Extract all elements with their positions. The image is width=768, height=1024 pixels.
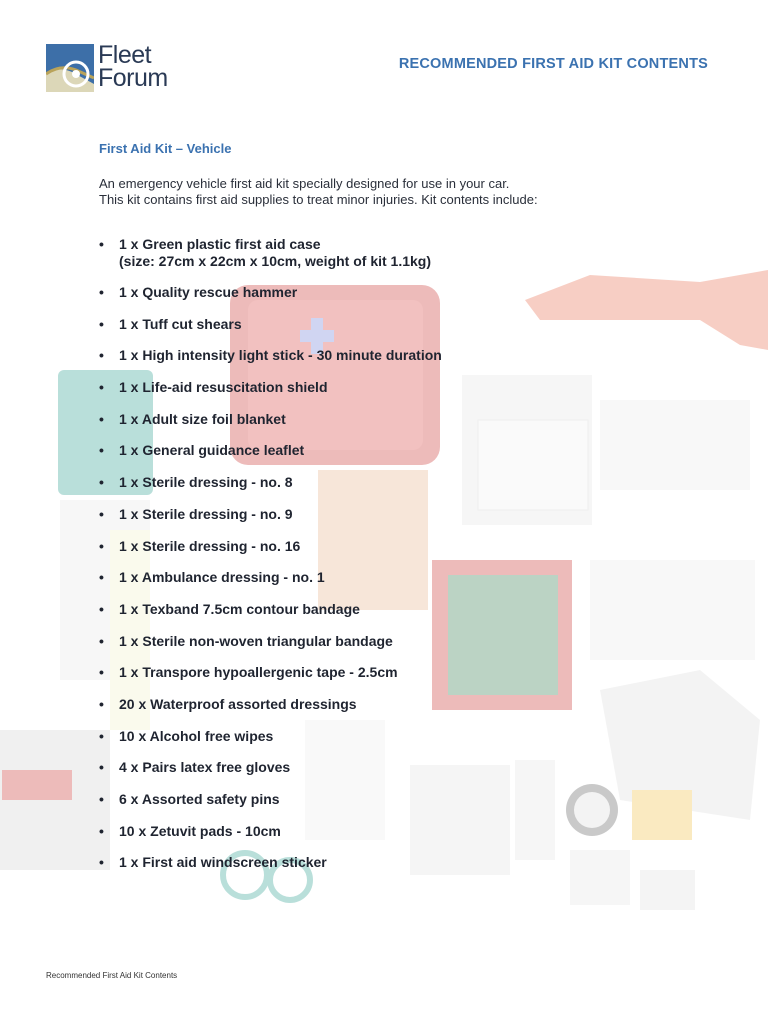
logo-line-2: Forum: [98, 64, 168, 92]
list-item: • 1 x Transpore hypoallergenic tape - 2.5cm: [99, 664, 442, 696]
page-footer: Recommended First Aid Kit Contents: [46, 971, 178, 980]
list-item: • 1 x High intensity light stick - 30 minute duration: [99, 347, 442, 379]
intro-line-2: This kit contains first aid supplies to treat minor injuries. Kit contents include:: [99, 192, 538, 207]
fleet-forum-logo: [46, 41, 196, 102]
list-item: • 1 x First aid windscreen sticker: [99, 854, 442, 886]
list-item-subtext: (size: 27cm x 22cm x 10cm, weight of kit 1.1kg): [119, 253, 432, 269]
intro-paragraph: [99, 176, 538, 208]
list-item: • 1 x Adult size foil blanket: [99, 411, 442, 443]
list-item: • 1 x Life-aid resuscitation shield: [99, 379, 442, 411]
list-item: • 1 x Sterile dressing - no. 8: [99, 474, 442, 506]
list-item: • 1 x Sterile dressing - no. 9: [99, 506, 442, 538]
list-item: • 1 x Quality rescue hammer: [99, 284, 442, 316]
list-item: • 1 x Texband 7.5cm contour bandage: [99, 601, 442, 633]
list-item: • 1 x Sterile dressing - no. 16: [99, 538, 442, 570]
list-item: • 1 x Ambulance dressing - no. 1: [99, 569, 442, 601]
list-item: • 4 x Pairs latex free gloves: [99, 759, 442, 791]
list-item: [99, 236, 442, 284]
intro-line-1: An emergency vehicle first aid kit specially designed for use in your car.: [99, 176, 510, 191]
page-title: RECOMMENDED FIRST AID KIT CONTENTS: [398, 56, 708, 72]
logo-text: [98, 41, 168, 92]
list-item: • 6 x Assorted safety pins: [99, 791, 442, 823]
list-item: • 1 x Tuff cut shears: [99, 316, 442, 348]
list-item: • 1 x General guidance leaflet: [99, 442, 442, 474]
list-item-text: 1 x Green plastic first aid case: [119, 236, 321, 252]
kit-contents-list: [99, 236, 442, 886]
section-title: First Aid Kit – Vehicle: [99, 141, 232, 156]
fleet-forum-logo-icon: [46, 44, 94, 94]
list-item: • 1 x Sterile non-woven triangular bandage: [99, 633, 442, 665]
list-item: • 10 x Zetuvit pads - 10cm: [99, 823, 442, 855]
list-item: • 10 x Alcohol free wipes: [99, 728, 442, 760]
list-item: • 20 x Waterproof assorted dressings: [99, 696, 442, 728]
logo-line-1: Fleet: [98, 41, 152, 69]
